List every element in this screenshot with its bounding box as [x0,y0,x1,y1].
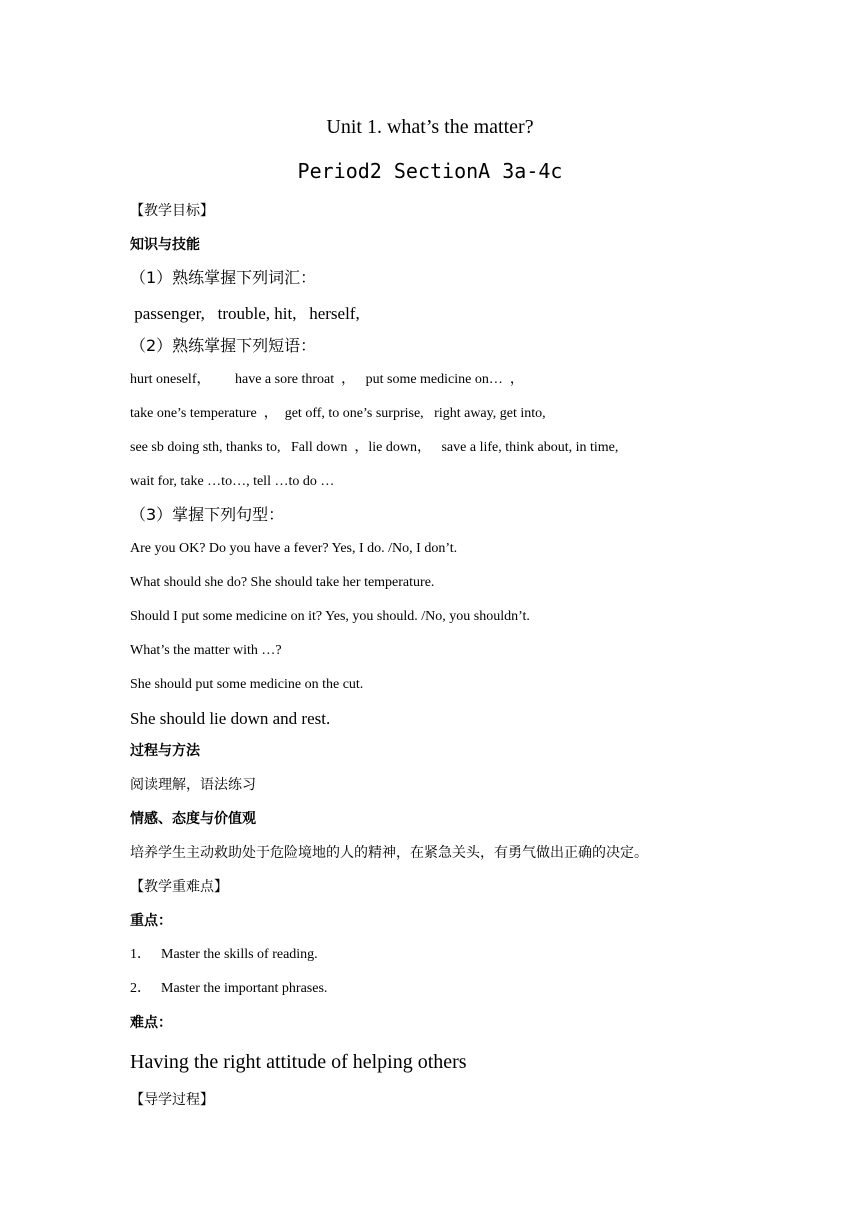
key-points-heading: 重点： [130,913,172,929]
phrases-item-heading: （2）熟练掌握下列短语： [130,336,317,355]
key-point-number: 2． [130,981,151,996]
process-method-heading: 过程与方法 [130,743,200,759]
emotion-values-text: 培养学生主动救助处于危险境地的人的精神，在紧急关头，有勇气做出正确的决定。 [130,845,648,861]
key-point-number: 1． [130,947,151,962]
key-point-text: Master the skills of reading. [161,947,318,962]
document-subtitle: Period2 SectionA 3a-4c [297,159,563,183]
emotion-values-heading: 情感、态度与价值观 [130,811,256,827]
process-method-text: 阅读理解，语法练习 [130,777,256,793]
sentence-line: Should I put some medicine on it? Yes, you should. /No, you shouldn’t. [130,609,530,624]
sentence-line: She should put some medicine on the cut. [130,677,364,692]
key-point-item [130,948,318,962]
phrase-line: wait for, take …to…, tell …to do … [130,474,335,489]
vocab-line: passenger, trouble, hit, herself, [130,304,360,323]
sentence-line: What should she do? She should take her temperature. [130,575,435,590]
section-heading-key-difficult: 【教学重难点】 [130,879,228,895]
section-heading-objectives: 【教学目标】 [130,203,214,219]
difficult-points-text: Having the right attitude of helping others [130,1051,467,1073]
phrase-line: hurt oneself， have a sore throat ， put some medicine on… ， [130,372,524,387]
section-heading-guided-process: 【导学过程】 [130,1092,214,1108]
knowledge-skills-heading: 知识与技能 [130,237,200,253]
difficult-points-heading: 难点： [130,1015,172,1031]
vocab-item-heading: （1）熟练掌握下列词汇： [130,268,317,287]
sentences-item-heading: （3）掌握下列句型： [130,505,285,524]
phrase-line: take one’s temperature ， get off, to one’s surprise, right away, get into, [130,406,546,421]
key-point-item [130,982,327,996]
phrase-line: see sb doing sth, thanks to, Fall down ，lie down， save a life, think about, in time, [130,440,619,455]
key-point-text: Master the important phrases. [161,981,328,996]
sentence-line: Are you OK? Do you have a fever? Yes, I do. /No, I don’t. [130,541,458,556]
document-title: Unit 1. what’s the matter? [326,116,534,138]
sentence-line: What’s the matter with …? [130,643,282,658]
sentence-line-large: She should lie down and rest. [130,709,331,728]
